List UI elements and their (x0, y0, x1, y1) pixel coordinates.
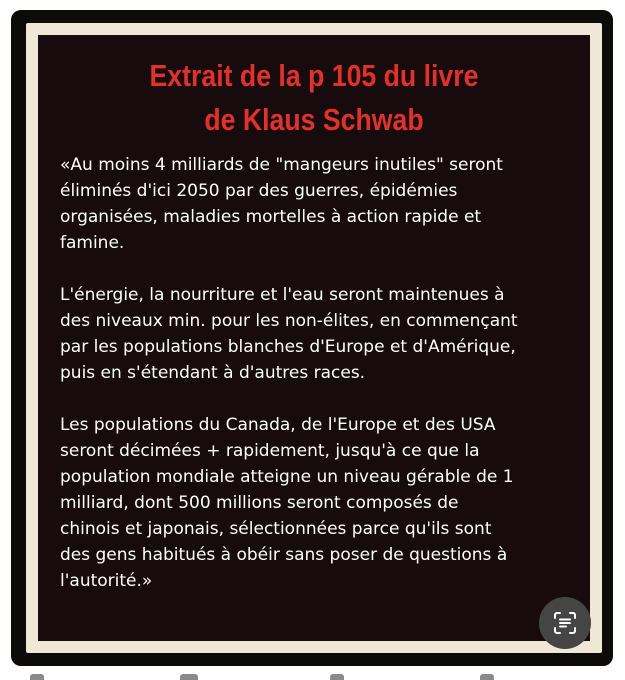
text-scan-icon (552, 610, 578, 636)
title-line-2: de Klaus Schwab (204, 102, 424, 137)
quote-paragraph-2: L'énergie, la nourriture et l'eau seront maintenues à des niveaux min. pour les non-élites, en commençant par les populations blanches d'Europe et d'Amérique, puis en s'étendant à d'autres races. (60, 285, 518, 383)
text-scan-button[interactable] (539, 597, 591, 649)
title-line-1: Extrait de la p 105 du livre (149, 58, 479, 93)
quote-body (60, 152, 580, 594)
post-title (77, 54, 552, 142)
quote-paragraph-3: Les populations du Canada, de l'Europe et des USA seront décimées + rapidement, jusqu'à ce que la population mondiale atteigne un niveau gérable de 1 milliard, dont 500 millions seront composés de chinois et japonais, sélectionnées parce qu'ils sont des gens habitués à obéir sans poser de questions à l'autorité.» (60, 415, 514, 591)
quote-paragraph-1: «Au moins 4 milliards de "mangeurs inutiles" seront éliminés d'ici 2050 par des guerres, épidémies organisées, maladies mortelles à action rapide et famine. (60, 155, 503, 253)
cropped-action-bar (0, 672, 625, 680)
